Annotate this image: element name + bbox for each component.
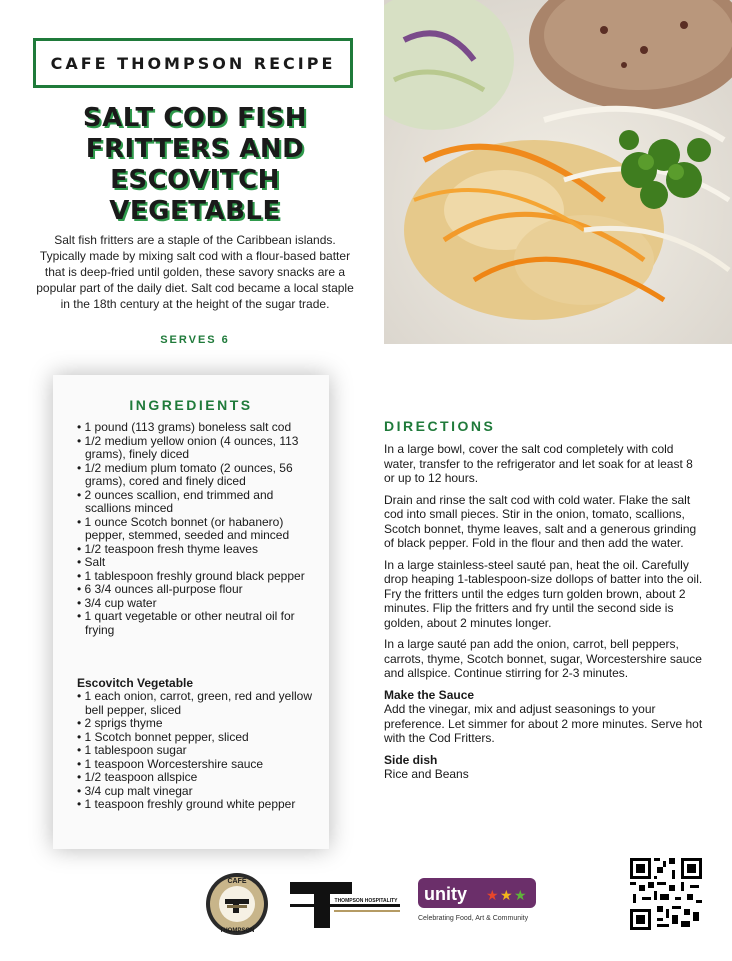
side-dish-text: Rice and Beans (384, 767, 469, 781)
list-item: • 2 ounces scallion, end trimmed and scallions minced (77, 489, 322, 516)
list-item: • 1/2 teaspoon allspice (77, 771, 322, 785)
list-item: • Salt (77, 556, 322, 570)
ingredients-heading: INGREDIENTS (129, 397, 253, 413)
title-line: FRITTERS AND (85, 134, 305, 164)
list-item: • 1 each onion, carrot, green, red and yellow bell pepper, sliced (77, 690, 322, 717)
hero-food-photo (384, 0, 732, 344)
list-item: • 1/2 teaspoon fresh thyme leaves (77, 543, 322, 557)
star-icon: ★ (486, 888, 499, 904)
list-item: • 1 tablespoon sugar (77, 744, 322, 758)
directions-body (384, 442, 704, 789)
ingredients-card (53, 375, 329, 849)
list-item: • 2 sprigs thyme (77, 717, 322, 731)
ingredients-list (77, 421, 322, 637)
escovitch-list (77, 690, 322, 812)
cafe-logo-top: CAFE (227, 878, 247, 885)
recipe-title (30, 103, 360, 227)
serves-label: SERVES 6 (160, 334, 230, 346)
list-item: • 3/4 cup water (77, 597, 322, 611)
title-line: SALT COD FISH (82, 103, 308, 133)
star-icon: ★ (514, 888, 527, 904)
thompson-hospitality-logo (290, 880, 400, 930)
brand-banner (33, 38, 353, 88)
side-dish-heading: Side dish (384, 752, 438, 767)
list-item: • 1 tablespoon freshly ground black pepper (77, 570, 322, 584)
th-logo-text: THOMPSON HOSPITALITY (334, 898, 398, 904)
list-item: • 1 pound (113 grams) boneless salt cod (77, 421, 322, 435)
sauce-text: Add the vinegar, mix and adjust seasonings to your preference. Let simmer for about 2 more minutes. Serve hot with the Cod Fritters. (384, 702, 703, 745)
qr-code[interactable] (630, 858, 702, 930)
star-icon: ★ (500, 888, 513, 904)
list-item: • 1 Scotch bonnet pepper, sliced (77, 731, 322, 745)
direction-step: Drain and rinse the salt cod with cold water. Flake the salt cod into small pieces. Stir in the onion, tomato, scallions, Scotch bonnet, thyme leaves, salt and a generous grinding of black pepper. Fold in the flour and then add the water. (384, 492, 697, 550)
directions-heading: DIRECTIONS (384, 418, 496, 434)
list-item: • 1 quart vegetable or other neutral oil for frying (77, 610, 322, 637)
list-item: • 3/4 cup malt vinegar (77, 785, 322, 799)
list-item: • 1/2 medium plum tomato (2 ounces, 56 grams), cored and finely diced (77, 462, 322, 489)
list-item: • 1 teaspoon Worcestershire sauce (77, 758, 322, 772)
brand-label: CAFE THOMPSON RECIPE (50, 53, 336, 73)
cafe-logo-bottom: THOMPSON (219, 928, 255, 934)
direction-step: In a large bowl, cover the salt cod completely with cold water, transfer to the refrigerator and let soak for at least 8 or up to 12 hours. (384, 442, 693, 485)
list-item: • 1 ounce Scotch bonnet (or habanero) pepper, stemmed, seeded and minced (77, 516, 322, 543)
escovitch-heading: Escovitch Vegetable (77, 676, 194, 690)
list-item: • 1/2 medium yellow onion (4 ounces, 113 grams), finely diced (77, 435, 322, 462)
unity-wordmark: unity (424, 884, 467, 904)
direction-step: In a large sauté pan add the onion, carrot, bell peppers, carrots, thyme, Scotch bonnet, sugar, Worcestershire sauce and allspice. Continue stirring for 2-3 minutes. (384, 637, 702, 680)
intro-paragraph: Salt fish fritters are a staple of the Caribbean islands. Typically made by mixing salt cod with a flour-based batter that is deep-fried until golden, these savory snacks are a popular part of the daily diet. Salt cod became a local staple in the 18th century at the height of the sugar trade. (36, 233, 354, 311)
title-line: VEGETABLE (109, 196, 281, 226)
list-item: • 1 teaspoon freshly ground white pepper (77, 798, 322, 812)
cafe-thompson-logo (205, 872, 269, 936)
list-item: • 6 3/4 ounces all-purpose flour (77, 583, 322, 597)
sauce-heading: Make the Sauce (384, 687, 475, 702)
unity-logo (418, 878, 538, 924)
unity-tagline: Celebrating Food, Art & Community (418, 915, 529, 922)
title-line: ESCOVITCH (110, 165, 280, 195)
direction-step: In a large stainless-steel sauté pan, heat the oil. Carefully drop heaping 1-tablespoon-size dollops of batter into the oil. Fry the fritters until the edges turn golden brown, about 2 minutes. Flip the fritters and fry until the second side is golden, about 2 minutes longer. (384, 557, 703, 630)
